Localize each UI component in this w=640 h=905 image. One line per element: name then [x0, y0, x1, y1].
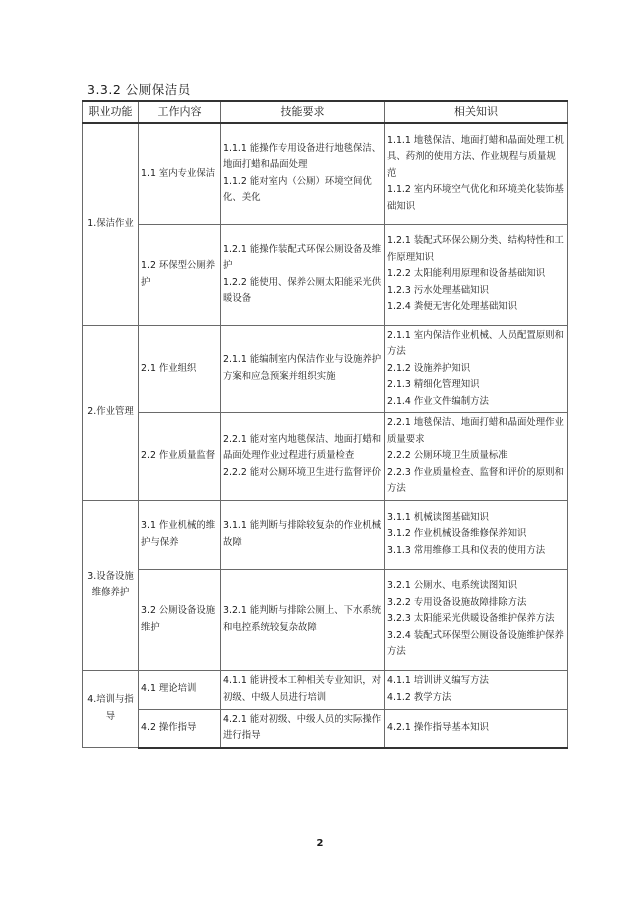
work-content-cell: 4.2 操作指导 [139, 709, 221, 748]
function-cell: 3.设备设施维修养护 [83, 500, 139, 670]
knowledge-item: 1.2.1 装配式环保公厕分类、结构特性和工作原理知识 [387, 235, 564, 263]
knowledge-item: 3.2.3 太阳能采光供暖设备维护保养方法 [387, 613, 555, 625]
knowledge-cell [385, 224, 568, 325]
knowledge-cell [385, 123, 568, 224]
knowledge-item: 3.1.2 作业机械设备维修保养知识 [387, 528, 527, 540]
knowledge-item: 1.2.3 污水处理基础知识 [387, 284, 489, 296]
work-content-cell: 1.2 环保型公厕养护 [139, 224, 221, 325]
skill-item: 1.1.2 能对室内（公厕）环境空间优化、美化 [223, 175, 372, 204]
work-content-cell: 3.2 公厕设备设施维护 [139, 569, 221, 670]
knowledge-item: 2.2.2 公厕环境卫生质量标准 [387, 450, 508, 461]
knowledge-cell [385, 670, 568, 709]
knowledge-item: 1.1.2 室内环境空气优化和环境美化装饰基础知识 [387, 184, 564, 212]
skills-cell [221, 325, 385, 413]
function-cell: 4.培训与指导 [83, 670, 139, 748]
skill-item: 2.2.2 能对公厕环境卫生进行监督评价 [223, 466, 382, 478]
knowledge-cell [385, 325, 568, 413]
knowledge-cell [385, 709, 568, 748]
table-row [83, 123, 568, 224]
skill-item: 2.2.1 能对室内地毯保洁、地面打蜡和晶面处理作业过程进行质量检查 [223, 433, 382, 461]
knowledge-item: 3.1.1 机械读图基础知识 [387, 511, 489, 523]
knowledge-item: 1.2.2 太阳能利用原理和设备基础知识 [387, 268, 546, 280]
skills-cell [221, 123, 385, 224]
work-content-cell: 4.1 理论培训 [139, 670, 221, 709]
skill-item: 3.1.1 能判断与排除较复杂的作业机械故障 [223, 520, 382, 548]
knowledge-item: 1.1.1 地毯保洁、地面打蜡和晶面处理工机具、药剂的使用方法、作业规程与质量规范 [387, 134, 564, 179]
work-content-cell: 1.1 室内专业保洁 [139, 123, 221, 224]
work-content-cell: 3.1 作业机械的维护与保养 [139, 500, 221, 569]
knowledge-item: 3.1.3 常用维修工具和仪表的使用方法 [387, 544, 546, 556]
knowledge-item: 2.1.3 精细化管理知识 [387, 379, 480, 390]
skills-cell [221, 709, 385, 748]
knowledge-item: 1.2.4 粪便无害化处理基础知识 [387, 301, 517, 313]
skill-item: 3.2.1 能判断与排除公厕上、下水系统和电控系统较复杂故障 [223, 605, 382, 633]
knowledge-cell [385, 569, 568, 670]
skill-item: 1.1.1 能操作专用设备进行地毯保洁、地面打蜡和晶面处理 [223, 142, 382, 171]
section-title: 3.3.2 公厕保洁员 [87, 82, 191, 97]
work-content-cell: 2.1 作业组织 [139, 325, 221, 413]
knowledge-item: 4.2.1 操作指导基本知识 [387, 721, 489, 733]
skill-requirements-table [82, 100, 568, 749]
skills-cell [221, 500, 385, 569]
work-content-cell: 2.2 作业质量监督 [139, 413, 221, 501]
skills-cell [221, 670, 385, 709]
knowledge-item: 4.1.1 培训讲义编写方法 [387, 675, 489, 686]
function-cell: 1.保洁作业 [83, 123, 139, 325]
skill-item: 1.2.1 能操作装配式环保公厕设备及维护 [223, 243, 382, 271]
knowledge-item: 2.2.3 作业质量检查、监督和评价的原则和方法 [387, 466, 564, 494]
knowledge-item: 4.1.2 教学方法 [387, 691, 452, 703]
knowledge-item: 3.2.4 装配式环保型公厕设备设施维护保养方法 [387, 629, 564, 658]
knowledge-cell [385, 413, 568, 501]
knowledge-item: 2.1.4 作业文件编制方法 [387, 395, 489, 407]
skill-item: 4.2.1 能对初级、中级人员的实际操作进行指导 [223, 713, 382, 741]
skills-cell [221, 413, 385, 501]
table-row [83, 670, 568, 709]
skills-cell [221, 569, 385, 670]
table-row [83, 224, 568, 325]
table-row [83, 325, 568, 413]
knowledge-item: 3.2.1 公厕水、电系统读图知识 [387, 580, 517, 592]
knowledge-item: 2.1.1 室内保洁作业机械、人员配置原则和方法 [387, 329, 564, 357]
skill-item: 1.2.2 能使用、保养公厕太阳能采光供暖设备 [223, 276, 382, 304]
header-related-knowledge: 相关知识 [385, 101, 568, 123]
table-row [83, 413, 568, 501]
knowledge-item: 2.2.1 地毯保洁、地面打蜡和晶面处理作业质量要求 [387, 417, 564, 445]
skills-cell [221, 224, 385, 325]
table-row [83, 500, 568, 569]
header-function: 职业功能 [83, 101, 139, 123]
skill-item: 4.1.1 能讲授本工种相关专业知识，对初级、中级人员进行培训 [223, 675, 382, 703]
knowledge-item: 2.1.2 设施养护知识 [387, 362, 471, 374]
knowledge-cell [385, 500, 568, 569]
table-row [83, 709, 568, 748]
function-cell: 2.作业管理 [83, 325, 139, 500]
page-number: 2 [316, 838, 324, 849]
header-work-content: 工作内容 [139, 101, 221, 123]
skill-item: 2.1.1 能编制室内保洁作业与设施养护方案和应急预案并组织实施 [223, 354, 382, 382]
table-header-row [83, 101, 568, 123]
header-skill-requirements: 技能要求 [221, 101, 385, 123]
table-row [83, 569, 568, 670]
knowledge-item: 3.2.2 专用设备设施故障排除方法 [387, 596, 527, 608]
